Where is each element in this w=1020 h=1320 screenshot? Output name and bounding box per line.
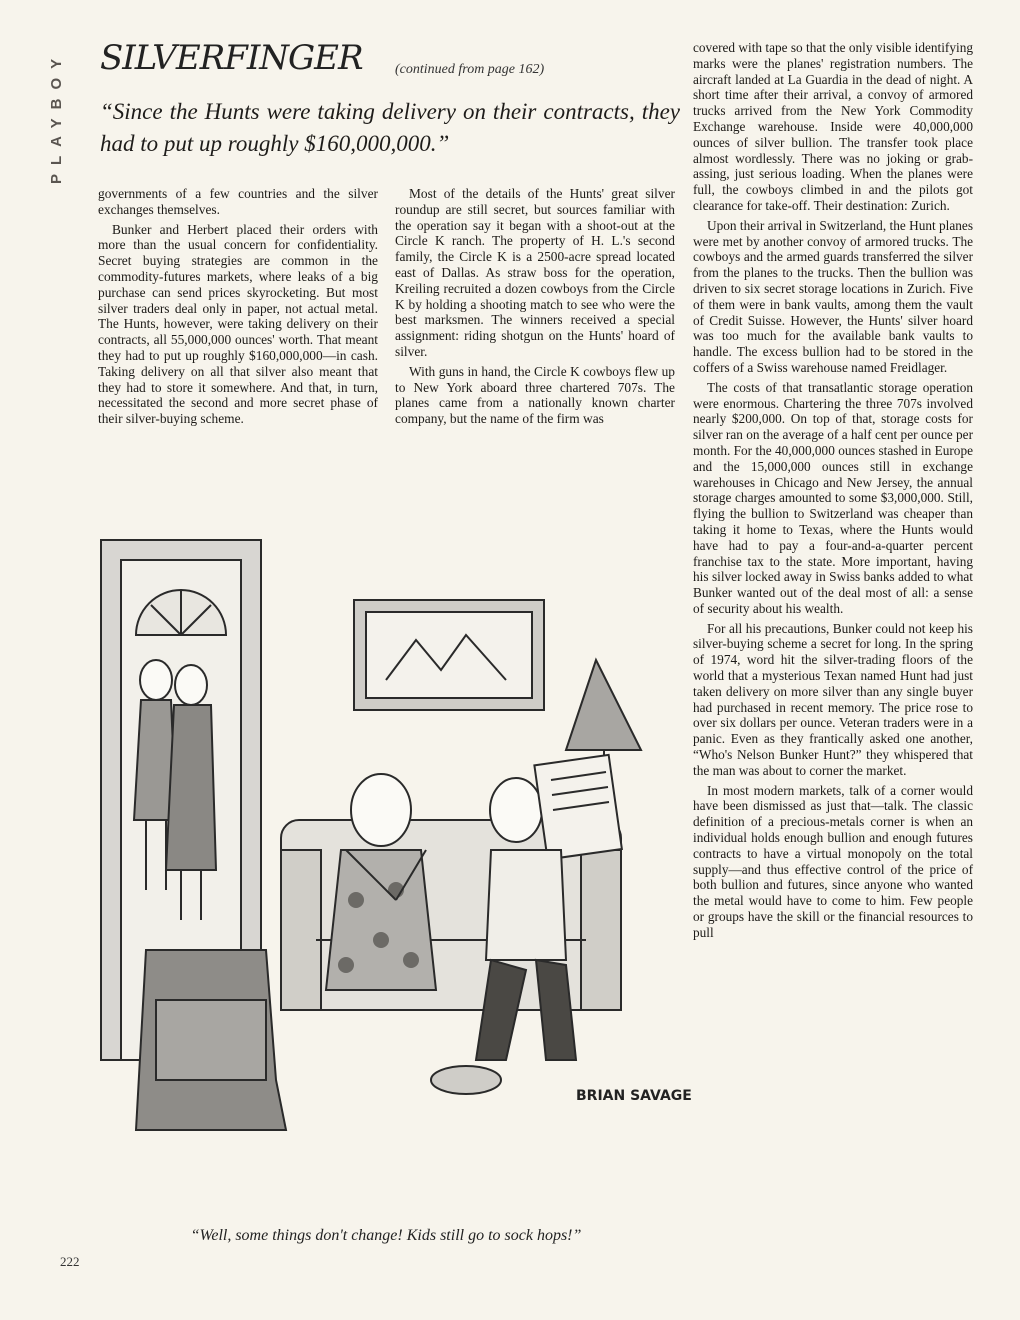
paragraph: covered with tape so that the only visible identifying marks were the planes' registration numbers. The aircraft landed at La Guardia in the dead of night. A short time after their arrival, a convoy of armored trucks arrived from the New York Commodity Exchange warehouse. Inside were 40,000,000 ounces of silver bullion. The transfer took place almost wordlessly. There was no joking or grab-assing, just serious loading. When the planes were full, the cowboys climbed in and the pilots got clearance for take-off. Their destination: Zurich.	[693, 40, 973, 213]
continued-note: (continued from page 162)	[395, 62, 545, 77]
paragraph: Most of the details of the Hunts' great silver roundup are still secret, but sources familiar with the operation say it began with a shoot-out at the Circle K ranch. The property of H. L.'s second family, the Circle K is a 2500-acre spread located east of Dallas. As straw boss for the operation, Kreiling recruited a dozen cowboys from the Circle K by holding a shooting match to see who were the best marksmen. The winners received a special assignment: riding shotgun on the Hunts' hoard of silver.	[395, 186, 675, 359]
article-header	[100, 38, 680, 88]
paragraph: For all his precautions, Bunker could not keep his silver-buying scheme a secret for long. In the spring of 1974, word hit the silver-trading floors of the world that a mysterious Texan named Hunt had just taken delivery on more silver than any single buyer had purchased in recent memory. The price rose to over six dollars per ounce. Veteran traders were in a panic. Even as they frantically asked one another, “Who's Nelson Bunker Hunt?” they whispered that the man was about to corner the market.	[693, 620, 973, 778]
paragraph: Upon their arrival in Switzerland, the Hunt planes were met by another convoy of armored trucks. The cowboys and the armed guards transferred the silver from the planes to the trucks. Then the bullion was driven to six secret storage locations in Zurich. Five of them were in bank vaults, among them the vault of Credit Suisse. However, the Hunts' silver hoard was too much for the available bank vaults to handle. The excess bullion had to be stored in the coffers of a Swiss warehouse named Freidlager.	[693, 217, 973, 375]
paragraph: In most modern markets, talk of a corner would have been dismissed as just that—talk. The classic definition of a precious-metals corner is when an individual holds enough bullion and enough futures contracts to have a virtual monopoly on the total supply—and thus effective control of the price of both bullion and futures, since anyone who wanted the metal would have to come to him. Few people or groups have the skill or the financial resources to pull	[693, 782, 973, 940]
paragraph: With guns in hand, the Circle K cowboys flew up to New York aboard three chartered 707s. The planes came from a nationally known charter company, but the name of the firm was	[395, 363, 675, 427]
pull-quote: “Since the Hunts were taking delivery on their contracts, they had to put up roughly $160,000,000.”	[100, 99, 680, 156]
page-number: 222	[60, 1254, 80, 1269]
cartoon-caption: “Well, some things don't change! Kids still go to sock hops!”	[190, 1227, 582, 1244]
article-logo: SILVERFINGER	[100, 38, 363, 78]
text-column-2	[395, 186, 675, 431]
paragraph: governments of a few countries and the silver exchanges themselves.	[98, 186, 378, 217]
cartoon-signature: BRIAN SAVAGE	[576, 1088, 692, 1104]
paragraph: The costs of that transatlantic storage operation were enormous. Chartering the three 707s involved nearly $200,000. On top of that, storage costs for silver ran on the average of a half cent per ounce per month. For the 40,000,000 ounces stashed in Europe and the 15,000,000 ounces still in exchange warehouses in Chicago and New Jersey, the annual storage charges amounted to some $3,000,000. Still, flying the bullion to Switzerland was cheaper than taking it home to Texas, where the Hunts would have had to pay a four-and-a-quarter percent franchise tax to the state. More important, having his silver locked away in Swiss banks added to what Bunker wanted out of the deal most of all: a sense of security about his wealth.	[693, 379, 973, 616]
paragraph: Bunker and Herbert placed their orders with more than the usual concern for confidentiality. Secret buying strategies are common in the commodity-futures markets, where leaks of a big purchase can send prices skyrocketing. But most silver traders deal only in paper, not actual metal. The Hunts, however, were taking delivery on their contracts, all 55,000,000 ounces' worth. That meant they had to put up roughly $160,000,000—in cash. Taking delivery on all that silver also meant that they had to store it somewhere. And that, in turn, necessitated the second and more secret phase of their silver-buying scheme.	[98, 221, 378, 427]
magazine-name-vertical: PLAYBOY	[48, 49, 65, 185]
cartoon-illustration	[96, 520, 692, 1130]
text-column-1	[98, 186, 378, 431]
text-column-3	[693, 40, 973, 945]
